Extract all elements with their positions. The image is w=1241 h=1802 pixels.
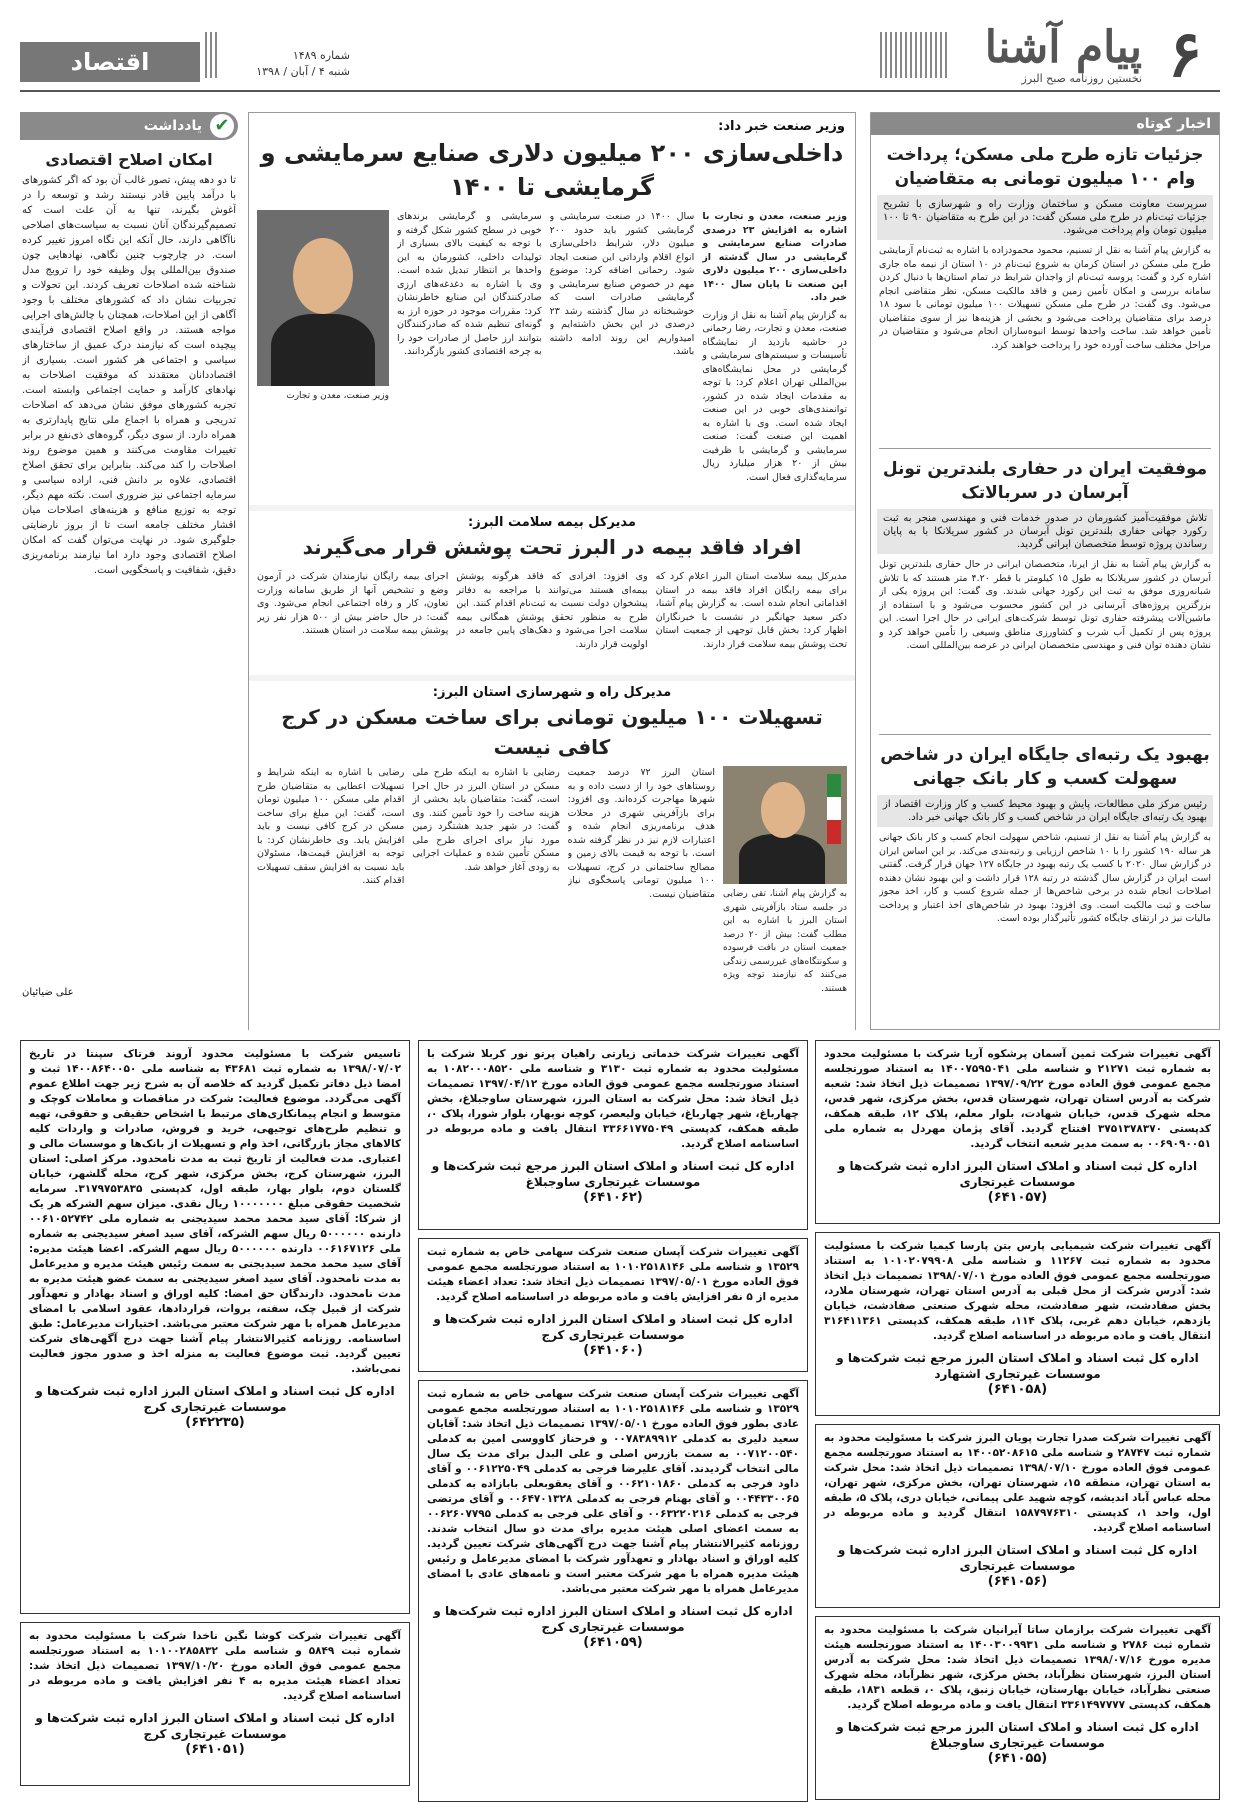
story-column: رضایی با اشاره به اینکه شرایط و تسهیلات اعطایی به متقاضیان طرح اقدام ملی مسکن ۱۰۰ میلیون تومان است، گفت: این مبلغ برای ساخت مسکن در کرج کافی نیست و باید افزایش یابد. وی خاطرنشان کرد: با توجه به افزایش قیمت‌ها، مسئولان باید نسبت به افزایش سقف تسهیلات اقدام کنند. bbox=[257, 767, 405, 886]
story-column: وی افزود: افرادی که فاقد هرگونه پوشش بیمه‌ای هستند می‌توانند با مراجعه به دفاتر پیشخوان دولت نسبت به ثبت‌نام اقدام کنند. این طرح به منظور تحقق پوشش همگانی بیمه سلامت اجرا می‌شود و دهک‌های پایین جامعه در اولویت قرار دارند. bbox=[456, 571, 648, 650]
story-kicker: مدیرکل بیمه سلامت البرز: bbox=[468, 515, 636, 530]
legal-notice bbox=[815, 1040, 1220, 1224]
story-headline: تسهیلات ۱۰۰ میلیون تومانی برای ساخت مسکن در کرج کافی نیست bbox=[281, 705, 823, 759]
editorial-label: یادداشت bbox=[143, 118, 202, 134]
decorative-stripes-small bbox=[205, 32, 217, 78]
legal-notice bbox=[20, 1040, 410, 1614]
news-headline: جزئیات تازه طرح ملی مسکن؛ پرداخت وام ۱۰۰ میلیون تومانی به متقاضیان bbox=[886, 145, 1204, 189]
notice-text: آگهی تغییرات شرکت شیمیایی پارس بتن پارسا کیمیا شرکت با مسئولیت محدود به شماره ثبت ۱۱۲۶۷ و شناسه ملی ۱۰۱۰۲۰۷۹۹۰۸ به استناد صورتجلسه مجمع عمومی فوق العاده مورخ ۱۳۹۸/۰۷/۰۱ تصمیمات ذیل اتخاذ شد: آدرس شرکت از محل قبلی به آدرس استان تهران، شهرستان ملارد، بخش صفادشت، شهر صفادشت، محله شهرک صنعتی صفادشت، خیابان یازدهم، خیابان دهم غربی، پلاک ۱۱۴، طبقه همکف، کدپستی ۳۱۶۴۱۱۳۶۱ انتقال یافت و ماده مربوطه در اساسنامه اصلاح گردید. bbox=[824, 1240, 1212, 1342]
story-kicker: مدیرکل راه و شهرسازی استان البرز: bbox=[432, 685, 672, 700]
notice-office: اداره کل ثبت اسناد و املاک استان البرز اداره ثبت شرکت‌ها و موسسات غیرتجاری bbox=[837, 1159, 1198, 1189]
notice-code: (۶۴۱۰۵۸) bbox=[987, 1382, 1048, 1397]
section-title: اقتصاد bbox=[20, 42, 200, 82]
story-headline: افراد فاقد بیمه در البرز تحت پوشش قرار می‌گیرند bbox=[302, 535, 802, 559]
notice-text: آگهی تغییرات شرکت آپسان صنعت شرکت سهامی خاص به شماره ثبت ۱۳۵۲۹ و شناسه ملی ۱۰۱۰۲۵۱۸۱۴۶ به استناد صورتجلسه مجمع عمومی فوق العاده مورخ ۱۳۹۷/۰۵/۰۱ تصمیمات ذیل اتخاذ شد: تعداد اعضاء هیئت مدیره از ۵ نفر افزایش یافت و ماده مربوطه در اساسنامه اصلاح گردید. bbox=[427, 1246, 799, 1303]
issue-info bbox=[220, 48, 350, 80]
newspaper-logo: پیام آشنا bbox=[984, 22, 1142, 73]
legal-notice bbox=[815, 1616, 1220, 1800]
story-text: به گزارش پیام آشنا به نقل از وزارت صنعت، معدن و تجارت، رضا رحمانی در حاشیه بازدید از نمایشگاه تأسیسات و سیستم‌های سرمایشی و گرمایشی در محل نمایشگاه‌های بین‌المللی تهران اعلام کرد: با توجه به مقدمات ایجاد شده در کشور، توانمندی‌های خوبی در این صنعت ایجاد شده است. وی با اشاره به اهمیت این صنعت گفت: صنعت سرمایشی و گرمایشی با ظرفیت بیش از ۲۰ هزار میلیارد ریال سرمایه‌گذاری فعال است. bbox=[702, 309, 847, 483]
notice-text: آگهی تغییرات شرکت ثمین آسمان پرشکوه آریا شرکت با مسئولیت محدود به شماره ثبت ۲۱۲۷۱ و شناسه ملی ۱۴۰۰۷۵۹۵۰۴۱ به استناد صورتجلسه مجمع عمومی فوق العاده مورخ ۱۳۹۷/۰۹/۲۲ تصمیمات ذیل اتخاذ شد: شعبه شرکت به آدرس استان تهران، شهرستان قدس، بخش مرکزی، شهر قدس، محله شهرک قدس، خیابان شهادت، بلوار معلم، پلاک ۱۲، طبقه همکف، کدپستی ۳۷۵۱۳۷۸۳۷۰ افتتاح گردید. آقای پژمان مهردل به شماره ملی ۰۰۶۹۰۹۰۰۵۱ به سمت مدیر شعبه انتخاب گردید. bbox=[824, 1048, 1212, 1150]
photo-caption: وزیر صنعت، معدن و تجارت bbox=[286, 391, 389, 401]
notice-text: آگهی تغییرات شرکت صدرا تجارت پویان البرز شرکت با مسئولیت محدود به شماره ثبت ۲۸۷۴۷ و شناسه ملی ۱۴۰۰۵۲۰۸۶۱۵ به استناد صورتجلسه مجمع عمومی فوق العاده مورخ ۱۳۹۸/۰۷/۱۰ تصمیمات ذیل اتخاذ شد: محل شرکت به استان تهران، منطقه ۱۵، شهرستان تهران، بخش مرکزی، شهر تهران، محله عباس آباد اندیشه، کوچه شهید علی پیمانی، خیابان دری، پلاک ۵، طبقه اول، واحد ۱، کدپستی ۱۵۸۷۹۷۶۳۱۰ انتقال گردید و ماده مربوطه در اساسنامه اصلاح گردید. bbox=[824, 1432, 1211, 1534]
notice-code: (۶۴۱۰۵۱) bbox=[185, 1742, 245, 1757]
masthead bbox=[20, 17, 1220, 92]
editorial-column bbox=[20, 112, 238, 1030]
divider bbox=[879, 734, 1211, 735]
notice-code: (۶۴۱۰۶۰) bbox=[583, 1343, 643, 1358]
news-headline: موفقیت ایران در حفاری بلندترین تونل آبرسان در سربالاتک bbox=[882, 459, 1208, 503]
notice-text: تاسیس شرکت با مسئولیت محدود آروند فرتاک سپنتا در تاریخ ۱۳۹۸/۰۷/۰۲ به شماره ثبت ۴۳۶۸۱ به شناسه ملی ۱۴۰۰۸۶۴۰۰۵۰ ثبت و امضا ذیل دفاتر تکمیل گردید که خلاصه آن به شرح زیر جهت اطلاع عموم آگهی می‌گردد. موضوع فعالیت: شرکت در مناقصات و معاملات کوچک و متوسط و انجام پیمانکاری‌های مرتبط با اشخاص حقیقی و حقوقی، تهیه و تنظیم طرح‌های توجیهی، خرید و فروش، صادرات و واردات کلیه کالاهای مجاز بازرگانی، اخذ وام و تسهیلات از بانک‌ها و موسسات مالی و اعتباری. مدت فعالیت از تاریخ ثبت به مدت نامحدود. مرکز اصلی: استان البرز، شهرستان کرج، بخش مرکزی، شهر کرج، محله گلشهر، خیابان گلستان دوم، بلوار بهار، طبقه اول، کدپستی ۳۱۷۹۷۵۳۸۳۵. سرمایه شخصیت حقوقی مبلغ ۱۰۰۰۰۰۰۰ ریال نقدی. میزان سهم الشرکه هر یک از شرکا: آقای سید محمد محمد سیدیجنی به شماره ملی ۰۰۶۱۰۵۲۷۴۲ دارنده ۵۰۰۰۰۰۰ ریال سهم الشرکه، آقای سید اصغر سیدیجنی به شماره ملی ۰۰۶۱۶۷۱۲۶ دارنده ۵۰۰۰۰۰۰ ریال سهم الشرکه. اعضا هیئت مدیره: آقای سید محمد محمد سیدیجنی به سمت رئیس هیئت مدیره و مدیرعامل به مدت نامحدود. آقای سید اصغر سیدیجنی به سمت عضو هیئت مدیره به مدت نامحدود. دارندگان حق امضا: کلیه اوراق و اسناد بهادار و تعهدآور شرکت از قبیل چک، سفته، بروات، قراردادها، عقود اسلامی با امضای مدیرعامل همراه با مهر شرکت معتبر می‌باشد. اختیارات مدیرعامل: طبق اساسنامه. روزنامه کثیرالانتشار پیام آشنا جهت درج آگهی‌های شرکت تعیین گردید. ثبت موضوع فعالیت به منزله اخذ و صدور مجوز فعالیت نمی‌باشد. bbox=[29, 1048, 402, 1375]
photo-figure-body bbox=[739, 834, 825, 884]
legal-notice bbox=[20, 1622, 410, 1786]
news-lead: سرپرست معاونت مسکن و ساختمان وزارت راه و شهرسازی با تشریح جزئیات ثبت‌نام در طرح ملی مسکن گفت: در این طرح به متقاضیان ۹۰ تا ۱۰۰ میلیون تومان وام پرداخت می‌شود. bbox=[877, 195, 1213, 240]
ads-column-left bbox=[20, 1040, 410, 1760]
story-headline: داخلی‌سازی ۲۰۰ میلیون دلاری صنایع سرمایشی و گرمایشی تا ۱۴۰۰ bbox=[260, 139, 844, 201]
divider bbox=[879, 448, 1211, 449]
issue-number: شماره ۱۴۸۹ bbox=[292, 49, 350, 62]
legal-notice bbox=[418, 1238, 808, 1372]
notice-code: (۶۴۱۰۵۵) bbox=[987, 1751, 1048, 1766]
story-column: استان البرز ۷۲ درصد جمعیت روستاهای خود را از دست داده و به شهرها مهاجرت کرده‌اند. وی افزود: برای بازآفرینی شهری در محلات هدف برنامه‌ریزی انجام شده و اعتبارات لازم نیز در نظر گرفته شده است. با توجه به قیمت بالای زمین و مصالح ساختمانی در کرج، تسهیلات ۱۰۰ میلیون تومانی پاسخگوی نیاز متقاضیان نیست. bbox=[567, 767, 715, 900]
notice-office: اداره کل ثبت اسناد و املاک استان البرز اداره ثبت شرکت‌ها و موسسات غیرتجاری کرج bbox=[433, 1312, 793, 1342]
legal-notice bbox=[815, 1232, 1220, 1416]
legal-notice bbox=[418, 1380, 808, 1802]
notice-code: (۶۴۱۰۵۷) bbox=[987, 1190, 1048, 1205]
notice-code: (۶۴۱۰۶۲) bbox=[583, 1190, 643, 1205]
official-photo bbox=[723, 766, 847, 884]
editorial-label-bar bbox=[20, 112, 238, 140]
main-stories bbox=[248, 112, 856, 1030]
news-lead: رئیس مرکز ملی مطالعات، پایش و بهبود محیط کسب و کار وزارت اقتصاد از بهبود یک رتبه‌ای جایگاه ایران در شاخص کسب و کار بانک جهانی خبر داد. bbox=[877, 795, 1213, 827]
page-number: ۶ bbox=[1167, 17, 1203, 92]
notice-text: آگهی تغییرات شرکت برازمان ساتا آیرانیان شرکت با مسئولیت محدود به شماره ثبت ۲۷۸۶ و شناسه ملی ۱۴۰۰۳۰۰۹۹۳۱ به استناد صورتجلسه هیئت مدیره مورخ ۱۳۹۸/۰۷/۱۶ تصمیمات ذیل اتخاذ شد: محل شرکت به آدرس استان البرز، شهرستان نظرآباد، بخش مرکزی، شهر نظرآباد، محله شهرک صنعتی نظرآباد، خیابان بهارستان، خیابان زنبق، پلاک ۰، قطعه ۱۸۳۱، طبقه همکف، کدپستی ۳۳۶۱۴۹۷۷۷۷ انتقال یافت و ماده مربوطه اصلاح گردید. bbox=[824, 1624, 1212, 1711]
story-kicker: وزیر صنعت خبر داد: bbox=[718, 119, 845, 134]
story-text: به گزارش پیام آشنا، تقی رضایی در جلسه ستاد بازآفرینی شهری استان البرز با اشاره به این مطلب گفت: بیش از ۲۰ درصد جمعیت استان در بافت فرسوده و سکونتگاه‌های غیررسمی زندگی می‌کنند که نیازمند توجه ویژه هستند. bbox=[723, 889, 847, 994]
story-insurance bbox=[249, 505, 855, 675]
photo-figure-head bbox=[293, 238, 353, 314]
short-news-column bbox=[870, 112, 1220, 1030]
notice-text: آگهی تغییرات شرکت کوشا نگین ناخدا شرکت با مسئولیت محدود به شماره ثبت ۵۸۴۹ و شناسه ملی ۱۰۱۰۰۲۸۵۸۳۲ به استناد صورتجلسه مجمع عمومی فوق العاده مورخ ۱۳۹۷/۱۰/۲۰ تصمیمات ذیل اتخاذ شد: تعداد اعضاء هیئت مدیره به ۴ نفر افزایش یافت و ماده مربوطه در اساسنامه اصلاح گردید. bbox=[29, 1630, 401, 1702]
short-news-label: اخبار کوتاه bbox=[871, 113, 1219, 135]
notice-office: اداره کل ثبت اسناد و املاک استان البرز مرجع ثبت شرکت‌ها و موسسات غیرتجاری ساوجبلاغ bbox=[836, 1720, 1199, 1750]
story-column: رضایی با اشاره به اینکه طرح ملی مسکن در استان البرز در حال اجرا است، گفت: متقاضیان باید بخشی از هزینه ساخت را خود تأمین کنند. وی گفت: در شهر جدید هشتگرد زمین مورد نیاز برای اجرای طرح ملی مسکن تأمین شده و عملیات اجرایی به زودی آغاز خواهد شد. bbox=[412, 767, 560, 873]
story-column: مدیرکل بیمه سلامت استان البرز اعلام کرد که برای بیمه رایگان افراد فاقد بیمه در استان اقداماتی انجام شده است. به گزارش پیام آشنا، دکتر سعید جهانگیر در نشست با خبرنگاران اظهار کرد: بخش قابل توجهی از جمعیت استان تحت پوشش بیمه سلامت قرار دارند. bbox=[655, 571, 847, 650]
photo-figure-body bbox=[271, 314, 375, 386]
legal-notice bbox=[815, 1424, 1220, 1608]
news-body: به گزارش پیام آشنا به نقل از ایرنا، متخصصان ایرانی در حال حفاری بلندترین تونل آبرسان در کشور سریلانکا به طول ۱۵ کیلومتر با قطر ۴.۲۰ متر هستند که با تلاش شبانه‌روزی موفق به ثبت این رکورد جهانی شدند. وی گفت: این پروژه یکی از بزرگترین پروژه‌های آبرسانی در این کشور محسوب می‌شود و با استفاده از ماشین‌آلات پیشرفته حفاری تونل توسط شرکت‌های ایرانی در حال اجرا است. این پروژه پس از تکمیل آب شرب و کشاورزی مناطق وسیعی را تأمین خواهد کرد و نشان دهنده توان فنی و مهندسی متخصصان ایرانی در عرصه بین‌المللی است. bbox=[879, 559, 1211, 651]
story-column: سال ۱۴۰۰ در صنعت سرمایشی و گرمایشی کشور باید حدود ۲۰۰ میلیون دلار، شرایط داخلی‌سازی انواع اقلام وارداتی این صنعت ایجاد شود. رحمانی اضافه کرد: موضوع مهم در خصوص صنایع سرمایشی و گرمایشی صادرات است که خوشبختانه در سال گذشته رشد ۲۳ درصدی در این بخش داشته‌ایم و امیدواریم این روند ادامه داشته باشد. bbox=[549, 211, 695, 357]
notice-text: آگهی تغییرات شرکت آپسان صنعت شرکت سهامی خاص به شماره ثبت ۱۳۵۲۹ و شناسه ملی ۱۰۱۰۲۵۱۸۱۴۶ به استناد صورتجلسه مجمع عمومی عادی بطور فوق العاده مورخ ۱۳۹۷/۰۵/۰۱ تصمیمات ذیل اتخاذ شد: آقایان سعید دلیری به کدملی ۰۰۷۸۳۸۹۹۱۲ و فرحناز کاووسی امین به کدملی ۰۰۷۱۲۰۰۵۴۰ به سمت بازرس اصلی و علی البدل برای مدت یک سال مالی انتخاب گردیدند. آقای علیرضا فرجی به کدملی ۰۰۶۱۲۲۵۰۴۹ و آقای داود فرجی به کدملی ۰۰۶۲۱۰۱۸۶۰ و آقای یعقوبعلی بابازاده به کدملی ۰۰۴۴۳۳۰۰۶۵ و آقای بهنام فرجی به کدملی ۰۰۶۴۷۰۱۳۲۸ و آقای مرتضی فرجی به کدملی ۰۰۶۳۲۲۰۲۱۶ و آقای علی فرجی به کدملی ۰۰۶۲۶۰۷۷۹۵ به سمت اعضای اصلی هیئت مدیره برای مدت دو سال انتخاب شدند. روزنامه کثیرالانتشار پیام آشنا جهت درج آگهی‌های شرکت تعیین گردید. کلیه اوراق و اسناد بهادار و تعهدآور شرکت با امضای مدیرعامل و رئیس هیئت مدیره همراه با مهر شرکت معتبر است و نامه‌های عادی با امضای مدیرعامل همراه با مهر شرکت معتبر می‌باشد. bbox=[427, 1388, 800, 1595]
notice-office: اداره کل ثبت اسناد و املاک استان البرز اداره ثبت شرکت‌ها و موسسات غیرتجاری کرج bbox=[35, 1711, 395, 1741]
news-body: به گزارش پیام آشنا به نقل از تسنیم، شاخص سهولت انجام کسب و کار بانک جهانی هر ساله ۱۹۰ کشور را با ۱۰ شاخص ارزیابی و رتبه‌بندی می‌کند. بر این اساس ایران در گزارش سال ۲۰۲۰ با کسب یک رتبه بهبود در جایگاه ۱۲۷ جهان قرار گرفت. گفتنی است ایران در گزارش سال گذشته در رتبه ۱۲۸ قرار داشت و این بهبود نشان دهنده اصلاحات انجام شده در برخی شاخص‌ها از جمله شروع کسب و کار، اخذ مجوز ساخت و ثبت مالکیت است. وی افزود: بهبود در شاخص‌های اخذ اعتبار و پرداخت مالیات نیز در ارتقای جایگاه کشور تأثیرگذار بوده است. bbox=[879, 832, 1211, 924]
notice-code: (۶۴۲۲۳۵) bbox=[185, 1415, 245, 1430]
story-lead: وزیر صنعت، معدن و تجارت با اشاره به افزایش ۲۳ درصدی صادرات صنایع سرمایشی و گرمایشی در سال گذشته از داخلی‌سازی ۲۰۰ میلیون دلاری این صنعت تا پایان سال ۱۴۰۰ خبر داد. bbox=[702, 211, 847, 303]
issue-date: شنبه ۴ / آبان / ۱۳۹۸ bbox=[256, 65, 350, 78]
ads-column-center bbox=[418, 1040, 808, 1760]
story-column: اجرای بیمه رایگان نیازمندان شرکت در آزمون وضع و تشخیص آنها از طریق سامانه وزارت تعاون، کار و رفاه اجتماعی انجام می‌شود. وی گفت: در حال حاضر بیش از ۵۰۰ هزار نفر زیر پوشش بیمه سلامت در استان هستند. bbox=[257, 571, 449, 636]
minister-photo bbox=[257, 210, 389, 386]
editorial-author: علی ضیائیان bbox=[22, 987, 74, 998]
notice-office: اداره کل ثبت اسناد و املاک استان البرز مرجع ثبت شرکت‌ها و موسسات غیرتجاری ساوجبلاغ bbox=[431, 1159, 795, 1189]
news-headline: بهبود یک رتبه‌ای جایگاه ایران در شاخص سهولت کسب و کار بانک جهانی bbox=[880, 745, 1210, 789]
story-column bbox=[702, 210, 847, 530]
notice-office: اداره کل ثبت اسناد و املاک استان البرز مرجع ثبت شرکت‌ها و موسسات غیرتجاری اشتهارد bbox=[836, 1351, 1199, 1381]
legal-notice bbox=[418, 1040, 808, 1230]
notice-code: (۶۴۱۰۵۹) bbox=[583, 1635, 643, 1650]
story-industry bbox=[249, 113, 855, 505]
ads-column-right bbox=[815, 1040, 1220, 1766]
news-body: به گزارش پیام آشنا به نقل از تسنیم، محمود محمودزاده با اشاره به ثبت‌نام آزمایشی طرح ملی مسکن در استان کرمان به شروع ثبت‌نام در ۱۰ استان از نیمه ماه جاری اشاره کرد و گفت: پروسه ثبت‌نام از واجدان شرایط در تمام استان‌ها با دنبال کردن سامانه بررسی و امکان تأمین زمین و فاقد مالکیت مسکن، نظر متقاضی انجام می‌شود. وی گفت: در طرح ملی مسکن تسهیلات ۱۰۰ میلیون تومانی با سود ۱۸ درصد برای متقاضیان پرداخت می‌شود و بخشی از هزینه‌ها نیز از سوی متقاضیان تأمین خواهد شد. ساخت واحدها توسط انبوه‌سازان انجام می‌شود و متقاضیان در مراحل مختلف ساخت آورده خود را پرداخت خواهند کرد. bbox=[879, 245, 1211, 351]
notice-code: (۶۴۱۰۵۶) bbox=[987, 1574, 1048, 1589]
editorial-body: تا دو دهه پیش، تصور غالب آن بود که اگر کشورهای با درآمد پایین قادر نیستند رشد و توسعه را در آغوش بگیرند، تنها به آن علت است که تصمیم‌گیرندگان آنان نسبت به سیاست‌های اصلاحی ناآگاهی دارند، حال آنکه این نگاه امروز تغییر کرده است. در چارچوب چنین نگاهی، نهادهایی چون صندوق بین‌المللی پول وظیفه خود را ترویج مدل شناخته شده اصلاحات تعریف کردند. این تحولات و تجربیات نشان داد که کشورهای مختلف با وجود آگاهی از این اصلاحات، همچنان با چالش‌های اجرایی مواجه هستند. در واقع اصلاح اقتصادی فرآیندی پیچیده است که نیازمند درک عمیق از ساختارهای سیاسی و اجتماعی هر کشور است. بسیاری از اقتصاددانان معتقدند که موفقیت اصلاحات به نهادهای کارآمد و حمایت اجتماعی وابسته است. تجربه کشورهای موفق نشان می‌دهد که اصلاحات تدریجی و همراه با اجماع ملی نتایج پایدارتری به همراه دارد. از سوی دیگر، گروه‌های ذی‌نفع در برابر تغییرات مقاومت می‌کنند و همین موضوع روند اصلاحات را کند می‌کند. بنابراین برای تحقق اصلاح اقتصادی، علاوه بر دانش فنی، اراده سیاسی و سرمایه اجتماعی نیز ضروری است. نکته مهم دیگر، توجه به توزیع منافع و هزینه‌های اصلاحات میان اقشار مختلف جامعه است تا از بروز نارضایتی جلوگیری شود. در نهایت می‌توان گفت که امکان اصلاح اقتصادی وجود دارد اما نیازمند برنامه‌ریزی دقیق، شفافیت و پاسخگویی است. bbox=[22, 175, 236, 576]
flag-icon bbox=[827, 774, 841, 844]
notice-office: اداره کل ثبت اسناد و املاک استان البرز اداره ثبت شرکت‌ها و موسسات غیرتجاری کرج bbox=[433, 1604, 793, 1634]
story-column: سرمایشی و گرمایشی برندهای خوبی در سطح کشور شکل گرفته و با توجه به کیفیت بالای بسیاری از تولیدات داخلی، کشورمان به این واحدها بر انتظار تبدیل شده است. وی با اشاره به دغدغه‌های ارزی صادرکنندگان این صنایع خاطرنشان کرد: مقررات موجود در حوزه ارز به گونه‌ای تنظیم شده که صادرکنندگان بتوانند ارز حاصل از صادرات خود را به چرخه اقتصادی کشور بازگردانند. bbox=[396, 211, 542, 357]
notice-text: آگهی تغییرات شرکت خدماتی زیارتی راهیان پرتو نور کربلا شرکت با مسئولیت محدود به شماره ثبت ۳۱۳۰ و شناسه ملی ۱۰۸۲۰۰۰۸۵۲۰ به استناد صورتجلسه مجمع عمومی فوق العاده مورخ ۱۳۹۷/۰۴/۱۲ تصمیمات ذیل اتخاذ شد: محل شرکت به استان البرز، شهرستان ساوجبلاغ، بخش چهارباغ، شهر چهارباغ، خیابان ولیعصر، کوچه نوبهار، بلوار شورا، پلاک ۰، طبقه همکف، کدپستی ۳۳۶۶۱۷۷۵۰۴۹ انتقال یافت و ماده مربوطه در اساسنامه اصلاح گردید. bbox=[427, 1048, 800, 1150]
notice-office: اداره کل ثبت اسناد و املاک استان البرز اداره ثبت شرکت‌ها و موسسات غیرتجاری bbox=[837, 1543, 1198, 1573]
photo-figure-head bbox=[761, 782, 805, 838]
story-housing bbox=[249, 675, 855, 1031]
editorial-title: امکان اصلاح اقتصادی bbox=[45, 150, 213, 169]
notice-office: اداره کل ثبت اسناد و املاک استان البرز اداره ثبت شرکت‌ها و موسسات غیرتجاری کرج bbox=[35, 1384, 395, 1414]
decorative-stripes bbox=[880, 32, 950, 78]
checkmark-icon: ✔ bbox=[210, 114, 234, 138]
newspaper-tagline: نخستین روزنامه صبح البرز bbox=[1021, 72, 1142, 85]
news-lead: تلاش موفقیت‌آمیز کشورمان در صدور خدمات فنی و مهندسی منجر به ثبت رکورد جهانی حفاری بلندترین تونل آبرسان در کشور سریلانکا با به پایان رساندن پروژه توسط متخصصان ایرانی گردید. bbox=[877, 509, 1213, 554]
